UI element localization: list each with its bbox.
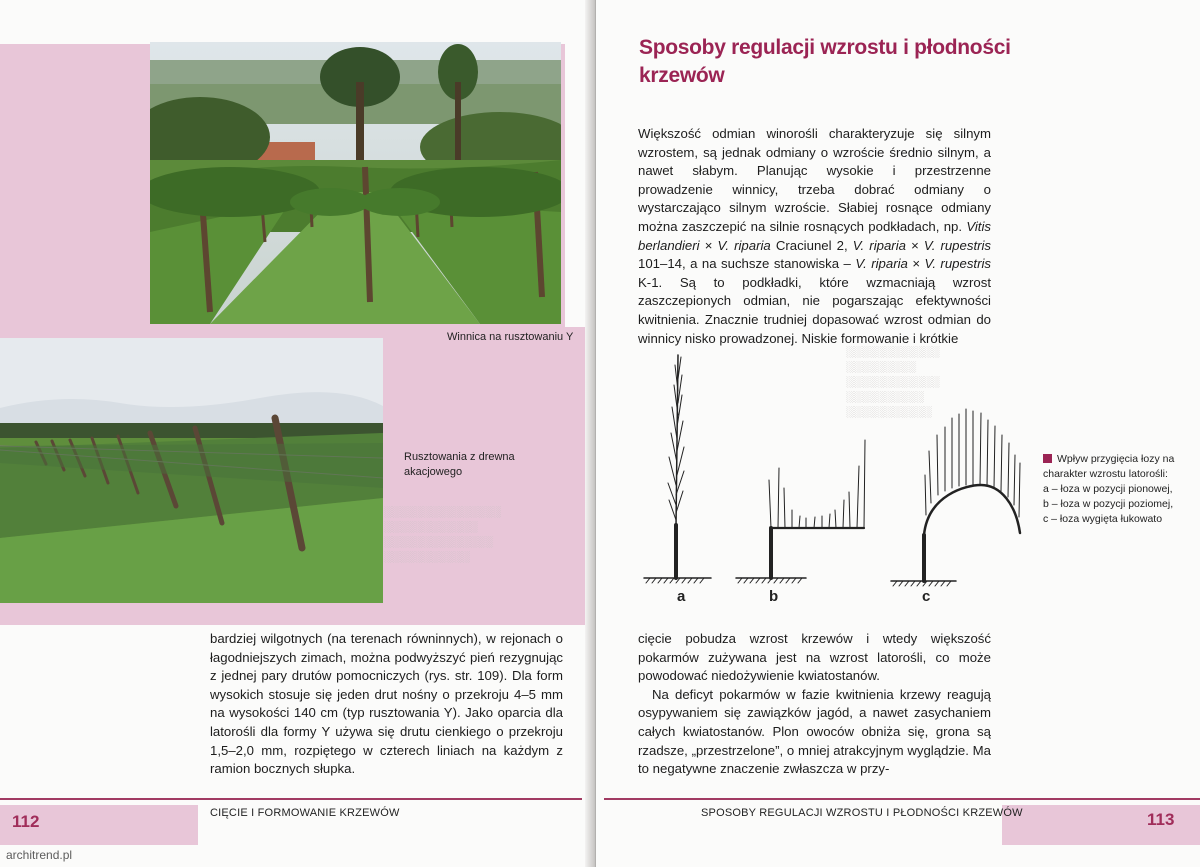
right-body-text-bottom xyxy=(638,630,991,779)
left-paragraph: bardziej wilgotnych (na terenach równinnych), w rejonach o łagodniejszych zimach, można podwyższyć pień rezygnując z jednej pary drutów pomocniczych (rys. str. 109). Dla form wysokich stosuje się jeden drut nośny o przekroju 4–5 mm na wysokości 140 cm (typ rusztowania Y). Jako oparcia dla latorośli dla formy Y używa się drutu cienkiego o przekroju 1,5–2,0 mm, rozpiętego w czterech liniach na każdym z ramion bocznych słupka. xyxy=(210,631,563,777)
figure-label-a: a xyxy=(677,588,686,605)
photo-bottom-caption: Rusztowania z drewna akacjowego xyxy=(404,451,515,478)
right-paragraph-2: cięcie pobudza wzrost krzewów i wtedy większość pokarmów zużywana jest na wzrost latorośli, co może powodować niedożywienie kwiatostanów. xyxy=(638,631,991,684)
cross-1: × xyxy=(699,237,718,253)
vineyard-y-trellis-photo xyxy=(150,42,561,324)
species-5: V. riparia xyxy=(855,256,908,272)
page-number-right: 113 xyxy=(1147,810,1175,829)
watermark-text: architrend.pl xyxy=(6,848,73,862)
species-6: V. rupestris xyxy=(924,256,991,272)
right-page xyxy=(596,0,1200,867)
left-page xyxy=(0,0,592,867)
right-body-text-top xyxy=(638,125,991,348)
figure-caption-a: a – łoza w pozycji pionowej, xyxy=(1043,483,1173,495)
left-body-text xyxy=(210,630,563,779)
show-through-text: ░░░░░░░░░░░░░░░ ░░░░░░░░░░░░ ░░░░░░░░░░░░░░ ░░░░░░░░░░░ xyxy=(384,506,501,563)
acacia-trellis-photo xyxy=(0,338,383,603)
left-footer-rule xyxy=(0,798,582,800)
p1-text-2: Craciunel 2, xyxy=(770,237,853,253)
right-footer-rule xyxy=(604,798,1200,800)
vine-growth-figure xyxy=(636,345,1036,615)
figure-label-b: b xyxy=(769,588,779,605)
species-2: V. riparia xyxy=(717,237,771,253)
figure-label-c: c xyxy=(922,588,931,605)
section-title: Sposoby regulacji wzrostu i płodności krzewów xyxy=(639,36,1011,87)
figure-caption-c: c – łoza wygięta łukowato xyxy=(1043,513,1163,525)
page-number-left: 112 xyxy=(12,812,40,831)
species-4: V. rupestris xyxy=(923,237,992,253)
right-paragraph-3: Na deficyt pokarmów w fazie kwitnienia krzewy reagują osypywaniem się zawiązków jagód, a nawet zasychaniem całych kwiatostanów. Plon owoców obniża się, grona są rzadsze, „przestrzelone”, o mniej atrakcyjnym wyglądzie. Ma to negatywne znaczenie zwłaszcza w przy- xyxy=(638,686,991,777)
figure-caption xyxy=(1043,452,1193,527)
p1-text-1: Większość odmian winorośli charakteryzuje się silnym wzrostem, są jednak odmiany o wzroście średnio silnym, a nawet słabym. Planując wysokie i przestrzenne prowadzenie winnicy, trzeba dobrać odmiany o wystarczająco silnym wzroście. Słabiej rosnące odmiany można zaszczepić na silnie rosnących podkładach, np. xyxy=(638,126,991,234)
photo-top-caption: Winnica na rusztowaniu Y xyxy=(447,331,574,343)
figure-caption-b: b – łoza w pozycji poziomej, xyxy=(1043,498,1174,510)
figure-caption-text: Wpływ przygięcia łozy na charakter wzrostu latorośli: xyxy=(1043,453,1175,480)
cross-3: × xyxy=(907,256,925,272)
footer-title-right: SPOSOBY REGULACJI WZROSTU I PŁODNOŚCI KRZEWÓW xyxy=(701,807,1023,819)
cross-2: × xyxy=(905,237,924,253)
show-through-text-right: ░░░░░░░░░░░░ ░░░░░░░░░ ░░░░░░░░░░░░ ░░░░░░░░░░ ░░░░░░░░░░░ xyxy=(846,346,940,418)
species-3: V. riparia xyxy=(852,237,906,253)
p1-text-3: 101–14, a na suchsze stanowiska – xyxy=(638,256,856,272)
p1-text-4: K-1. Są to podkładki, które wzmacniają wzrost zaszczepionych odmian, nie pogarszając efektywności kwitnienia. Znacznie trudniej dopasować wzrost odmian do winnicy nisko prowadzonej. Niskie formowanie i krótkie xyxy=(638,274,991,346)
footer-title-left: CIĘCIE I FORMOWANIE KRZEWÓW xyxy=(210,807,400,819)
right-paragraph-1 xyxy=(638,125,991,348)
species-1: Vitis berlandieri xyxy=(638,218,991,253)
caption-bullet-icon xyxy=(1043,454,1052,463)
